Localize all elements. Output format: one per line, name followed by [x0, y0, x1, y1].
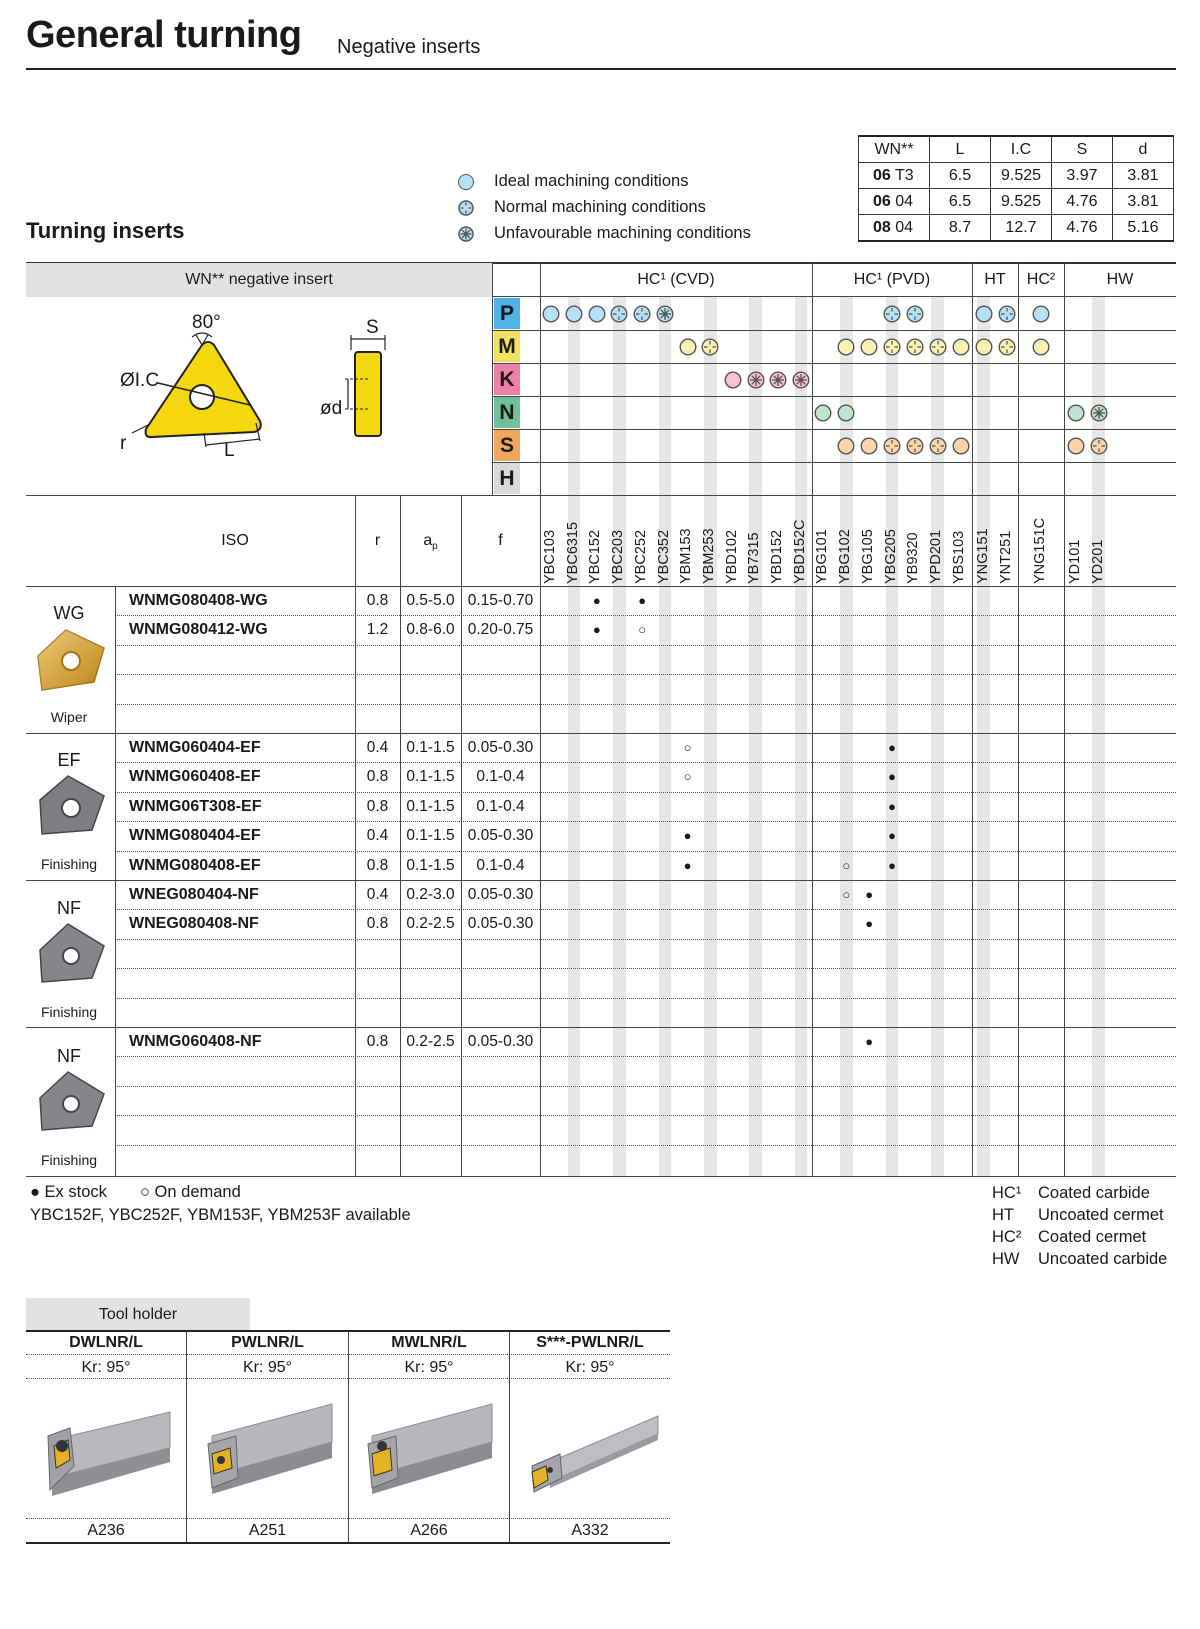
material-n-label: N	[494, 397, 520, 428]
dim-l: 6.5	[930, 163, 991, 189]
dim-head-d: d	[1113, 136, 1174, 163]
dimensions-table	[858, 135, 1174, 242]
dim-l: 8.7	[930, 215, 991, 242]
dim-d: 3.81	[1113, 163, 1174, 189]
insert-header: WN** negative insert	[185, 271, 333, 288]
material-row-line	[492, 363, 1176, 364]
header-divider	[26, 68, 1176, 70]
tool-holder-kr: Kr: 95°	[242, 1359, 293, 1376]
ex-stock-dot-icon: ●	[683, 857, 692, 873]
insert-feed: 0.05-0.30	[467, 915, 534, 933]
row-divider	[115, 674, 1176, 675]
ideal-circle-icon	[952, 437, 970, 455]
finishing-insert-icon	[36, 1068, 106, 1138]
ideal-circle-icon	[837, 437, 855, 455]
dim-d: 3.81	[1113, 189, 1174, 215]
unfavourable-circle-icon	[1090, 404, 1108, 422]
column-separator	[492, 263, 493, 495]
material-p-label: P	[494, 298, 520, 329]
on-demand-circle-icon: ○	[842, 887, 851, 902]
column-separator	[972, 263, 973, 1176]
family-sub: Finishing	[40, 856, 98, 872]
tool-holder-boring-bar-image	[520, 1400, 660, 1510]
grade-name: YBG101	[814, 529, 830, 584]
ideal-circle-icon	[837, 338, 855, 356]
dim-ic: 12.7	[991, 215, 1052, 242]
ex-stock-dot-icon: ●	[888, 798, 896, 814]
grade-header-bottom-line	[26, 586, 1176, 587]
ex-stock-dot-icon: ●	[865, 1034, 874, 1049]
ex-stock-dot-icon: ●	[592, 622, 601, 638]
col-f: f	[498, 532, 503, 549]
insert-radius: 0.8	[366, 797, 389, 815]
legend-unfavourable-text: Unfavourable machining conditions	[494, 224, 751, 242]
material-row-line	[492, 462, 1176, 463]
insert-depth: 0.5-5.0	[406, 592, 455, 609]
ideal-circle-icon	[837, 404, 855, 422]
insert-code: WNMG060408-EF	[129, 768, 261, 786]
normal-circle-icon	[906, 338, 924, 356]
ideal-circle-icon	[860, 437, 878, 455]
ideal-circle-icon	[1067, 437, 1085, 455]
normal-circle-icon	[883, 305, 901, 323]
ideal-circle-icon	[1032, 305, 1050, 323]
normal-circle-icon	[633, 305, 651, 323]
ex-stock-dot-icon: ●	[683, 828, 692, 844]
wiper-insert-icon	[36, 626, 106, 696]
dim-d: 5.16	[1113, 215, 1174, 242]
tool-holder-title: Tool holder	[98, 1306, 178, 1323]
col-iso: ISO	[221, 532, 249, 549]
row-divider	[115, 645, 1176, 646]
family-label: NF	[57, 898, 81, 918]
family-sub: Finishing	[40, 1152, 98, 1168]
abbr-code: HW	[992, 1250, 1020, 1268]
dim-head-ic: I.C	[991, 136, 1052, 163]
insert-code: WNMG080408-WG	[129, 592, 268, 609]
grade-name: YBM253	[700, 528, 717, 584]
insert-depth: 0.1-1.5	[406, 768, 455, 786]
insert-code: WNMG080412-WG	[129, 621, 268, 639]
grade-name: YNT251	[998, 530, 1014, 584]
row-divider	[115, 939, 1176, 940]
tool-holder-kr: Kr: 95°	[81, 1359, 131, 1376]
unfavourable-circle-icon	[792, 371, 810, 389]
tool-holder-kr: Kr: 95°	[404, 1359, 454, 1376]
insert-radius: 0.8	[366, 1033, 389, 1050]
tool-holder-page-link[interactable]: A332	[571, 1522, 609, 1539]
grade-name: YD201	[1090, 539, 1106, 584]
grade-name: YBC103	[542, 529, 558, 584]
grade-name: YNG151	[975, 528, 991, 584]
tool-holder-name: PWLNR/L	[231, 1334, 304, 1351]
ideal-circle-icon	[860, 338, 878, 356]
abbr-code: HC¹	[992, 1184, 1022, 1202]
ex-stock-dot-icon: ●	[888, 740, 896, 755]
ideal-circle-icon	[952, 338, 970, 356]
ideal-circle-icon	[814, 404, 832, 422]
row-divider	[115, 1056, 1176, 1057]
normal-circle-icon	[883, 437, 901, 455]
grade-name: YBD152	[769, 529, 785, 584]
insert-radius: 0.8	[366, 856, 389, 874]
row-divider	[115, 851, 1176, 852]
dim-l: 6.5	[930, 189, 991, 215]
material-row-line	[492, 330, 1176, 331]
legend-ideal-text: Ideal machining conditions	[494, 172, 689, 190]
abbr-desc: Coated cermet	[1038, 1228, 1147, 1246]
legend-normal-text: Normal machining conditions	[494, 198, 706, 216]
insert-radius: 1.2	[366, 621, 389, 639]
grade-name: YBM153	[678, 528, 695, 584]
insert-code: WNMG080408-EF	[129, 856, 261, 874]
grade-name: YB7315	[746, 532, 763, 584]
legend-ex-stock: ● Ex stock	[30, 1183, 107, 1201]
legend-on-demand: ○ On demand	[140, 1183, 241, 1201]
col-r: r	[374, 532, 381, 549]
normal-circle-icon	[883, 338, 901, 356]
drawing-ic-label: ØI.C	[120, 370, 160, 391]
insert-radius: 0.8	[366, 915, 389, 933]
ex-stock-dot-icon: ●	[638, 593, 647, 608]
insert-drawing	[100, 305, 400, 485]
ideal-circle-icon	[565, 305, 583, 323]
dim-s: 4.76	[1052, 189, 1113, 215]
insert-feed: 0.1-0.4	[476, 797, 525, 815]
ideal-circle-icon	[458, 174, 474, 190]
normal-circle-icon	[998, 338, 1016, 356]
drawing-d-label: ød	[320, 398, 343, 419]
dim-ic: 9.525	[991, 163, 1052, 189]
row-divider	[115, 762, 1176, 763]
table-bottom-line	[26, 1176, 1176, 1177]
row-divider	[115, 1115, 1176, 1116]
grade-name: YPD201	[928, 529, 945, 584]
grade-name: YBC252	[632, 529, 649, 584]
normal-circle-icon	[1090, 437, 1108, 455]
insert-code: WNMG060408-NF	[129, 1033, 262, 1050]
abbr-desc: Uncoated carbide	[1038, 1250, 1168, 1268]
dim-s: 3.97	[1052, 163, 1113, 189]
insert-feed: 0.20-0.75	[467, 621, 534, 639]
abbr-code: HC²	[992, 1228, 1022, 1246]
insert-depth: 0.8-6.0	[406, 621, 455, 639]
abbr-code: HT	[992, 1206, 1014, 1224]
grade-name: YBC352	[655, 529, 672, 584]
row-divider	[115, 821, 1176, 822]
material-k-label: K	[494, 364, 520, 395]
insert-depth: 0.1-1.5	[406, 797, 455, 815]
family-sub: Finishing	[40, 1004, 98, 1020]
family-label: WG	[53, 603, 85, 623]
group-hc1-cvd: HC¹ (CVD)	[637, 271, 715, 288]
group-hw: HW	[1106, 271, 1134, 288]
row-divider	[115, 998, 1176, 999]
column-separator	[812, 263, 813, 1176]
column-separator	[1064, 263, 1065, 1176]
ideal-circle-icon	[975, 305, 993, 323]
insert-depth: 0.2-2.5	[406, 1033, 455, 1050]
dim-head-l: L	[930, 136, 991, 163]
normal-circle-icon	[906, 305, 924, 323]
col-ap: $a_p$	[423, 532, 438, 553]
ideal-circle-icon	[724, 371, 742, 389]
insert-code: WNMG060404-EF	[129, 739, 261, 756]
column-separator	[1018, 263, 1019, 1176]
row-divider	[115, 909, 1176, 910]
insert-radius: 0.8	[366, 592, 389, 609]
tool-holder-page-link[interactable]: A266	[410, 1522, 448, 1539]
available-note: YBC152F, YBC252F, YBM153F, YBM253F available	[30, 1206, 411, 1224]
tool-holder-name: MWLNR/L	[391, 1334, 467, 1351]
dim-ic: 9.525	[991, 189, 1052, 215]
dim-size: 06 T3	[859, 163, 930, 189]
row-divider	[115, 968, 1176, 969]
normal-circle-icon	[701, 338, 719, 356]
dim-head-s: S	[1052, 136, 1113, 163]
tool-holder-pwlnr-image	[200, 1400, 340, 1510]
grade-name: YBC152	[587, 529, 604, 584]
family-label: EF	[57, 750, 81, 770]
row-divider	[115, 1086, 1176, 1087]
unfavourable-circle-icon	[458, 226, 474, 242]
material-m-label: M	[494, 331, 520, 362]
grade-name: YD101	[1067, 539, 1083, 584]
ex-stock-dot-icon: ●	[865, 916, 874, 932]
tool-holder-page-link[interactable]: A251	[248, 1522, 287, 1539]
tool-holder-mwlnr-image	[360, 1400, 500, 1510]
grade-header-top-line	[26, 495, 1176, 496]
material-h-label: H	[494, 463, 520, 494]
insert-radius: 0.4	[366, 827, 389, 845]
material-s-label: S	[494, 430, 520, 461]
grade-name: YBC6315	[564, 521, 581, 584]
finishing-insert-icon	[36, 920, 106, 990]
insert-depth: 0.2-3.0	[406, 886, 455, 903]
family-block-line	[26, 1027, 1176, 1028]
dim-size: 06 04	[859, 189, 930, 215]
page-subtitle: Negative inserts	[337, 36, 481, 58]
insert-radius: 0.4	[366, 739, 389, 756]
grade-name: YBG205	[882, 529, 899, 584]
row-divider	[115, 704, 1176, 705]
grade-name: YBD152C	[791, 519, 808, 584]
grade-name: YBG105	[859, 529, 876, 584]
group-hc1-pvd: HC¹ (PVD)	[853, 271, 931, 288]
unfavourable-circle-icon	[656, 305, 674, 323]
ideal-circle-icon	[542, 305, 560, 323]
insert-code: WNMG06T308-EF	[129, 797, 262, 815]
section-title: Turning inserts	[26, 218, 185, 243]
insert-radius: 0.4	[366, 886, 389, 903]
insert-feed: 0.1-0.4	[476, 856, 525, 874]
normal-circle-icon	[610, 305, 628, 323]
normal-circle-icon	[998, 305, 1016, 323]
dim-row	[859, 163, 1174, 189]
ex-stock-dot-icon: ●	[888, 769, 896, 785]
dim-s: 4.76	[1052, 215, 1113, 242]
dim-size: 08 04	[859, 215, 930, 242]
row-divider	[115, 615, 1176, 616]
on-demand-circle-icon: ○	[842, 857, 851, 873]
tool-holder-kr: Kr: 95°	[565, 1359, 615, 1376]
dim-row	[859, 215, 1174, 242]
insert-feed: 0.1-0.4	[476, 768, 525, 786]
group-ht: HT	[984, 271, 1006, 288]
insert-code: WNEG080408-NF	[129, 915, 259, 933]
family-label: NF	[57, 1046, 81, 1066]
family-block-line	[26, 733, 1176, 734]
insert-depth: 0.2-2.5	[406, 915, 455, 933]
grade-name: YB9320	[905, 532, 922, 584]
dim-row	[859, 189, 1174, 215]
legend-ideal	[458, 172, 688, 191]
grade-name: YBC203	[610, 529, 627, 584]
insert-feed: 0.05-0.30	[467, 739, 534, 756]
insert-feed: 0.05-0.30	[467, 1033, 534, 1050]
insert-code: WNEG080404-NF	[129, 886, 259, 903]
tool-holder-name: DWLNR/L	[69, 1334, 143, 1351]
drawing-s-label: S	[366, 317, 379, 338]
ex-stock-dot-icon: ●	[888, 857, 896, 873]
tool-holder-dwlnr-image	[40, 1400, 180, 1510]
insert-radius: 0.8	[366, 768, 389, 786]
ex-stock-dot-icon: ●	[865, 887, 874, 902]
insert-depth: 0.1-1.5	[406, 856, 455, 874]
on-demand-circle-icon: ○	[638, 622, 647, 638]
grade-name: YBG102	[836, 529, 853, 584]
grade-name: YNG151C	[1032, 517, 1048, 584]
tool-holder-page-link[interactable]: A236	[87, 1522, 125, 1539]
on-demand-circle-icon: ○	[683, 769, 692, 785]
legend-normal	[458, 198, 706, 217]
grade-name: YBS103	[951, 530, 968, 584]
drawing-r-label: r	[120, 433, 127, 454]
row-divider	[115, 792, 1176, 793]
abbr-desc: Coated carbide	[1038, 1184, 1150, 1202]
ideal-circle-icon	[588, 305, 606, 323]
legend-unfavourable	[458, 224, 751, 243]
group-hc2: HC²	[1026, 271, 1056, 288]
normal-circle-icon	[458, 200, 474, 216]
ideal-circle-icon	[679, 338, 697, 356]
drawing-angle-label: 80°	[192, 312, 221, 333]
insert-code: WNMG080404-EF	[129, 827, 261, 845]
normal-circle-icon	[929, 338, 947, 356]
finishing-insert-icon	[36, 772, 106, 842]
insert-depth: 0.1-1.5	[406, 827, 455, 845]
column-separator	[540, 263, 541, 1176]
ideal-circle-icon	[1032, 338, 1050, 356]
ex-stock-dot-icon: ●	[888, 828, 896, 844]
family-sub: Wiper	[50, 709, 88, 725]
on-demand-circle-icon: ○	[683, 740, 692, 755]
insert-feed: 0.15-0.70	[467, 592, 534, 609]
ideal-circle-icon	[1067, 404, 1085, 422]
normal-circle-icon	[929, 437, 947, 455]
grade-name: YBD102	[723, 529, 740, 584]
normal-circle-icon	[906, 437, 924, 455]
row-divider	[115, 1145, 1176, 1146]
insert-depth: 0.1-1.5	[406, 739, 455, 756]
dim-head-wn: WN**	[859, 136, 930, 163]
ex-stock-dot-icon: ●	[592, 593, 601, 608]
unfavourable-circle-icon	[769, 371, 787, 389]
page-title: General turning	[26, 14, 302, 56]
tool-holder-name: S***-PWLNR/L	[536, 1334, 644, 1351]
family-block-line	[26, 880, 1176, 881]
material-row-line	[492, 396, 1176, 397]
insert-feed: 0.05-0.30	[467, 886, 534, 903]
abbr-desc: Uncoated cermet	[1038, 1206, 1164, 1224]
insert-feed: 0.05-0.30	[467, 827, 534, 845]
dim-header-row	[859, 136, 1174, 163]
unfavourable-circle-icon	[747, 371, 765, 389]
ideal-circle-icon	[975, 338, 993, 356]
drawing-l-label: L	[224, 440, 235, 461]
material-row-line	[492, 429, 1176, 430]
